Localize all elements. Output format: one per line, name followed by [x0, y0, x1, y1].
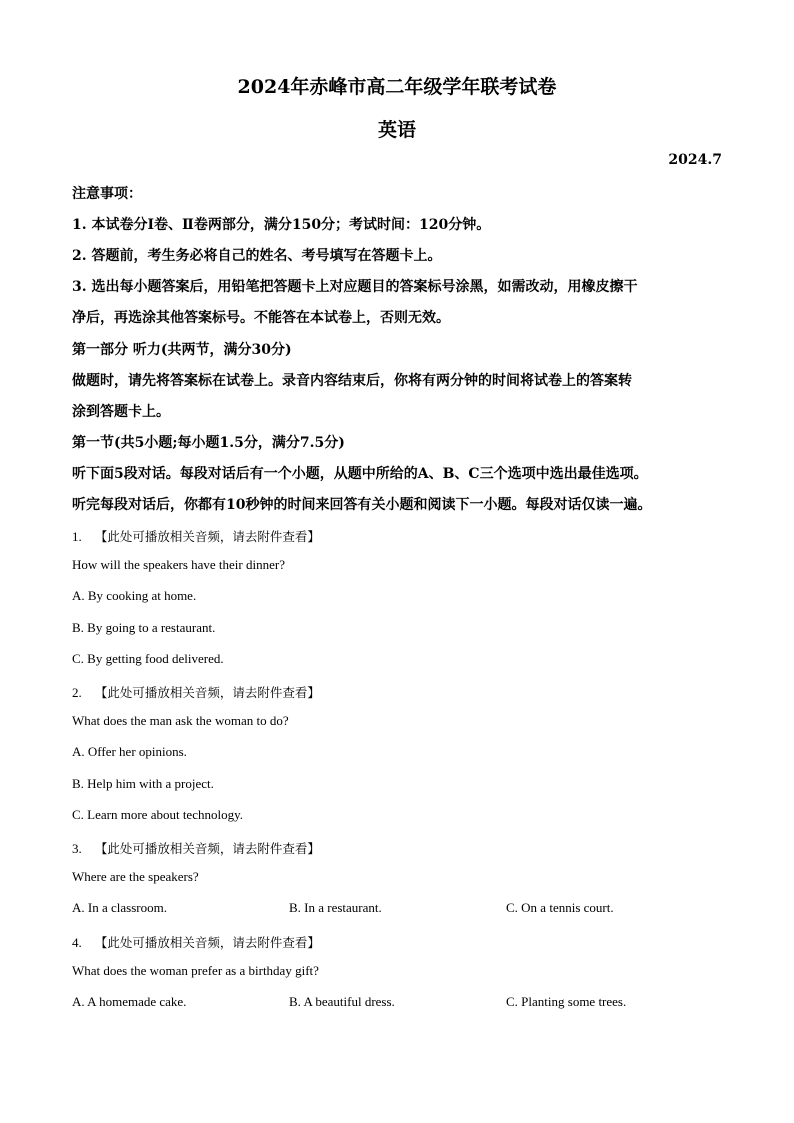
- option-c: C. Planting some trees.: [506, 994, 627, 1009]
- audio-note: 【此处可播放相关音频，请去附件查看】: [94, 685, 320, 700]
- option-b: B. In a restaurant.: [289, 900, 382, 915]
- option-c: C. Learn more about technology.: [72, 807, 243, 822]
- question-header: [72, 932, 320, 951]
- question-text: How will the speakers have their dinner?: [72, 557, 285, 572]
- subject-title: 英语: [377, 119, 416, 141]
- option-b: B. Help him with a project.: [72, 776, 214, 791]
- option-c: C. On a tennis court.: [506, 900, 614, 915]
- option-a: A. In a classroom.: [72, 900, 167, 915]
- exam-title: 2024年赤峰市高二年级学年联考试卷: [237, 76, 557, 98]
- exam-date: 2024.7: [668, 152, 722, 168]
- part1-heading: 第一部分 听力(共两节，满分30分): [72, 342, 292, 358]
- question-header: [72, 682, 320, 701]
- notice-item: 净后，再选涂其他答案标号。不能答在本试卷上，否则无效。: [72, 310, 450, 326]
- notice-item: 2. 答题前，考生务必将自己的姓名、考号填写在答题卡上。: [72, 248, 442, 264]
- option-b: B. A beautiful dress.: [289, 994, 395, 1009]
- audio-note: 【此处可播放相关音频，请去附件查看】: [94, 935, 320, 950]
- question-text: What does the man ask the woman to do?: [72, 713, 289, 728]
- section1-heading: 第一节(共5小题;每小题1.5分，满分7.5分): [72, 435, 345, 451]
- question-text: Where are the speakers?: [72, 869, 199, 884]
- audio-note: 【此处可播放相关音频，请去附件查看】: [94, 529, 320, 544]
- option-a: A. By cooking at home.: [72, 588, 197, 603]
- option-b: B. By going to a restaurant.: [72, 620, 216, 635]
- question-text: What does the woman prefer as a birthday gift?: [72, 963, 319, 978]
- option-a: A. Offer her opinions.: [72, 744, 187, 759]
- question-number: 4.: [72, 935, 82, 950]
- part1-instruction: 涂到答题卡上。: [72, 404, 170, 420]
- part1-instruction: 做题时，请先将答案标在试卷上。录音内容结束后，你将有两分钟的时间将试卷上的答案转: [72, 373, 632, 389]
- notice-item: 1. 本试卷分Ⅰ卷、Ⅱ卷两部分，满分150分；考试时间：120分钟。: [72, 217, 491, 233]
- question-header: [72, 838, 320, 857]
- question-header: [72, 526, 320, 545]
- question-number: 1.: [72, 529, 82, 544]
- section1-instruction: 听完每段对话后，你都有10秒钟的时间来回答有关小题和阅读下一小题。每段对话仅读一遍。: [72, 497, 652, 513]
- option-a: A. A homemade cake.: [72, 994, 187, 1009]
- section1-instruction: 听下面5段对话。每段对话后有一个小题，从题中所给的A、B、C三个选项中选出最佳选项。: [72, 466, 648, 482]
- option-c: C. By getting food delivered.: [72, 651, 224, 666]
- question-number: 2.: [72, 685, 82, 700]
- question-number: 3.: [72, 841, 82, 856]
- notice-item: 3. 选出每小题答案后，用铅笔把答题卡上对应题目的答案标号涂黑，如需改动，用橡皮擦干: [72, 279, 638, 295]
- audio-note: 【此处可播放相关音频，请去附件查看】: [94, 841, 320, 856]
- notice-heading: 注意事项：: [72, 186, 142, 202]
